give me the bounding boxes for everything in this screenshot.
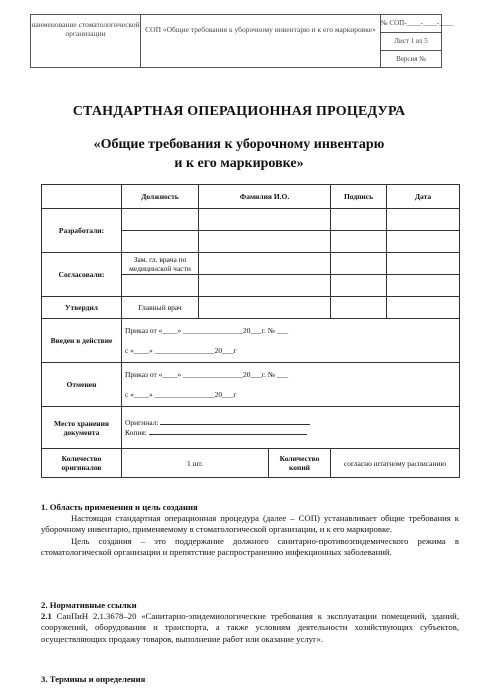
copies-count-value: согласно штатному расписанию (331, 449, 460, 478)
col-signature: Подпись (331, 185, 387, 209)
subtitle-line-1: «Общие требования к уборочному инвентарю (93, 137, 385, 152)
cell-empty[interactable] (387, 209, 460, 231)
enacted-order-line[interactable]: Приказ от «____» ________________20___г. № ___ (125, 325, 289, 335)
table-row (42, 449, 460, 478)
sop-number: № СОП-____-____-____ (381, 15, 441, 33)
table-row (42, 319, 460, 363)
org-name-label: наименование стоматологической организации (31, 15, 141, 67)
copy-label: Копия: (125, 427, 147, 437)
storage-label: Место хранения документа (42, 407, 122, 449)
table-row (42, 363, 460, 407)
subtitle-line-2: и к его маркировке» (174, 156, 304, 171)
enacted-since-line[interactable]: с «____» ________________20___г (125, 345, 237, 355)
section-2-paragraph-1 (41, 611, 459, 645)
cell-empty[interactable] (387, 275, 460, 297)
originals-count-label: Количество оригиналов (42, 449, 122, 478)
agreed-position: Зам. гл. врача по медицинской части (122, 253, 199, 275)
col-position: Должность (122, 185, 199, 209)
cell-empty[interactable] (331, 297, 387, 319)
enacted-fields (122, 319, 460, 363)
table-header-row (42, 185, 460, 209)
header-meta (381, 15, 454, 67)
section-2-title: 2. Нормативные ссылки (41, 600, 137, 610)
cancelled-order-line[interactable]: Приказ от «____» ________________20___г. № ___ (125, 369, 289, 379)
cancelled-since-line[interactable]: с «____» ________________20___г (125, 389, 237, 399)
cell-empty[interactable] (331, 275, 387, 297)
cell-empty[interactable] (122, 231, 199, 253)
cell-empty[interactable] (331, 231, 387, 253)
section-2-item-number: 2.1 (41, 611, 52, 622)
section-1-paragraph-2: Цель создания – это поддержание должного санитарно-противоэпидемического режима в стоматологической организации и препятствие распространению инфекционных заболеваний. (41, 535, 459, 557)
developed-label: Разработали: (42, 209, 122, 253)
section-2 (41, 600, 459, 645)
section-1-title: 1. Область применения и цель создания (41, 502, 198, 512)
cancelled-label: Отменен (42, 363, 122, 407)
cell-empty[interactable] (122, 275, 199, 297)
cell-empty[interactable] (331, 209, 387, 231)
table-row (42, 297, 460, 319)
page-title: СТАНДАРТНАЯ ОПЕРАЦИОННАЯ ПРОЦЕДУРА (72, 104, 406, 119)
document-header (30, 14, 454, 68)
cell-empty[interactable] (387, 253, 460, 275)
approved-label: Утвердил (42, 297, 122, 319)
original-label: Оригинал: (125, 417, 159, 427)
cell-empty[interactable] (199, 209, 331, 231)
storage-fields (122, 407, 460, 449)
table-row (42, 209, 460, 231)
copies-count-label: Количество копий (269, 449, 331, 478)
cell-empty[interactable] (122, 209, 199, 231)
section-1 (41, 502, 459, 558)
section-3-title: 3. Термины и определения (41, 674, 146, 684)
section-2-item-text: СанПиН 2.1.3678–20 «Санитарно-эпидемиологические требования к эксплуатации помещений, зданий, сооружений, оборудования и транспорта, а также условиям деятельности хозяйствующих субъектов, осуществляющих продажу товаров, выполнение работ или оказание услуг». (41, 611, 459, 644)
version-number: Версия № (396, 55, 426, 63)
table-row (42, 407, 460, 449)
table-row (42, 253, 460, 275)
cell-empty[interactable] (199, 253, 331, 275)
col-name: Фамилия И.О. (199, 185, 331, 209)
col-date: Дата (387, 185, 460, 209)
cell-empty[interactable] (387, 231, 460, 253)
agreed-label: Согласовали: (42, 253, 122, 297)
storage-copy[interactable] (125, 428, 456, 438)
originals-count-value: 1 шт. (122, 449, 269, 478)
cell-empty[interactable] (387, 297, 460, 319)
storage-original[interactable] (125, 418, 456, 428)
approval-table (41, 184, 460, 478)
cell-empty[interactable] (199, 231, 331, 253)
cell-empty[interactable] (199, 275, 331, 297)
section-1-paragraph-1: Настоящая стандартная операционная процедура (далее – СОП) устанавливает общие требования к уборочному инвентарю, применяемому в стоматологической организации, и к его маркировке. (41, 513, 459, 535)
cancelled-fields (122, 363, 460, 407)
cell-empty[interactable] (199, 297, 331, 319)
enacted-label: Введен в действие (42, 319, 122, 363)
cell-empty[interactable] (331, 253, 387, 275)
header-doc-title: СОП «Общие требования к уборочному инвентарю и к его маркировке» (141, 15, 381, 67)
page-subtitle (0, 135, 478, 173)
header-empty-cell (42, 185, 122, 209)
approved-position: Главный врач (122, 297, 199, 319)
section-3 (41, 674, 459, 685)
sheet-number: Лист 1 из 5 (381, 33, 441, 51)
